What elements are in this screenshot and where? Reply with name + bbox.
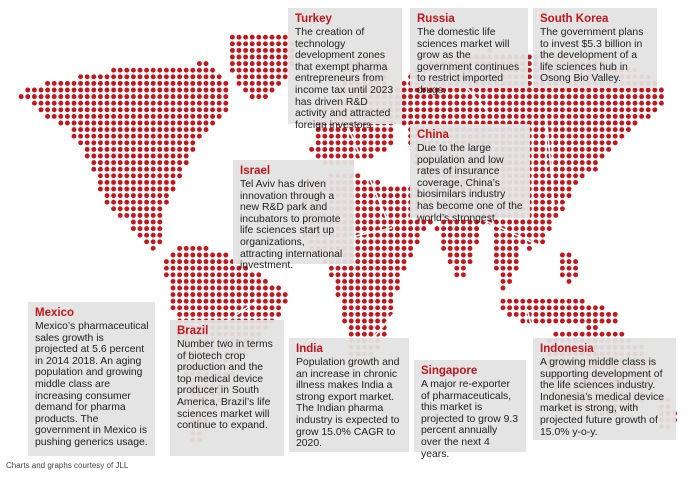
callout-china (410, 124, 530, 224)
callout-text: The domestic life sciences market will grow as the government continues to restrict imported drugs. (417, 27, 520, 96)
callout-text: The creation of technology development zones that exempt pharma entrepreneurs from income tax until 2023 has driven R&D activity and attracted foreign investors. (295, 27, 394, 131)
callout-title: South Korea (540, 13, 609, 25)
credit-line: Charts and graphs courtesy of JLL (6, 461, 129, 470)
callout-title: Singapore (421, 365, 478, 377)
callout-mexico (28, 302, 155, 456)
leader-singapore (478, 310, 505, 362)
callout-indonesia (533, 338, 676, 440)
callout-brazil (170, 320, 284, 456)
callout-india (289, 338, 409, 452)
callout-text: A growing middle class is supporting development of the life sciences industry. Indonesia’s medical device market is strong, with projected future growth of 15.0% y-o-y. (540, 357, 664, 438)
callout-south-korea (533, 8, 657, 88)
callout-text: Mexico’s pharmaceutical sales growth is projected at 5.6 percent in 2014 2018. An aging population and growing middle class are increasing consumer demand for pharma products. The government in Mexico is pushing generics usage. (35, 321, 149, 448)
callout-title: Russia (417, 13, 455, 25)
callout-title: China (417, 129, 449, 141)
callout-text: A major re-exporter of pharmaceuticals, this market is projected to grow 9.3 percent annually over the next 4 years. (421, 379, 519, 460)
callout-turkey (288, 8, 402, 131)
callout-text: Population growth and an increase in chronic illness makes India a strong export market. The Indian pharma industry is expected to grow 15.0% CAGR to 2020. (296, 357, 400, 450)
callout-israel (233, 160, 354, 272)
callout-title: Israel (240, 165, 271, 177)
callout-title: India (296, 343, 323, 355)
leader-brazil (226, 302, 255, 322)
callout-title: Brazil (177, 325, 209, 337)
callout-text: The government plans to invest $5.3 billion in the development of a life sciences hub in Osong Bio Valley. (540, 27, 644, 85)
leader-south-korea (546, 112, 554, 206)
callout-title: Turkey (295, 13, 332, 25)
leader-mexico (118, 250, 155, 308)
callout-title: Mexico (35, 307, 74, 319)
callout-text: Due to the large population and low rates of insurance coverage, China’s biosimilars industry has become one of the world’s strongest. (417, 143, 523, 224)
callout-title: Indonesia (540, 343, 594, 355)
callout-text: Tel Aviv has driven innovation through a new R&D park and incubators to promote life sciences start up organizations, attracting international investment. (240, 179, 343, 272)
callout-russia (410, 8, 528, 96)
callout-text: Number two in terms of biotech crop production and the top medical device producer in South America, Brazil’s life sciences market will continue to expand. (177, 339, 273, 432)
callout-singapore (414, 360, 526, 460)
leader-india (370, 258, 440, 342)
